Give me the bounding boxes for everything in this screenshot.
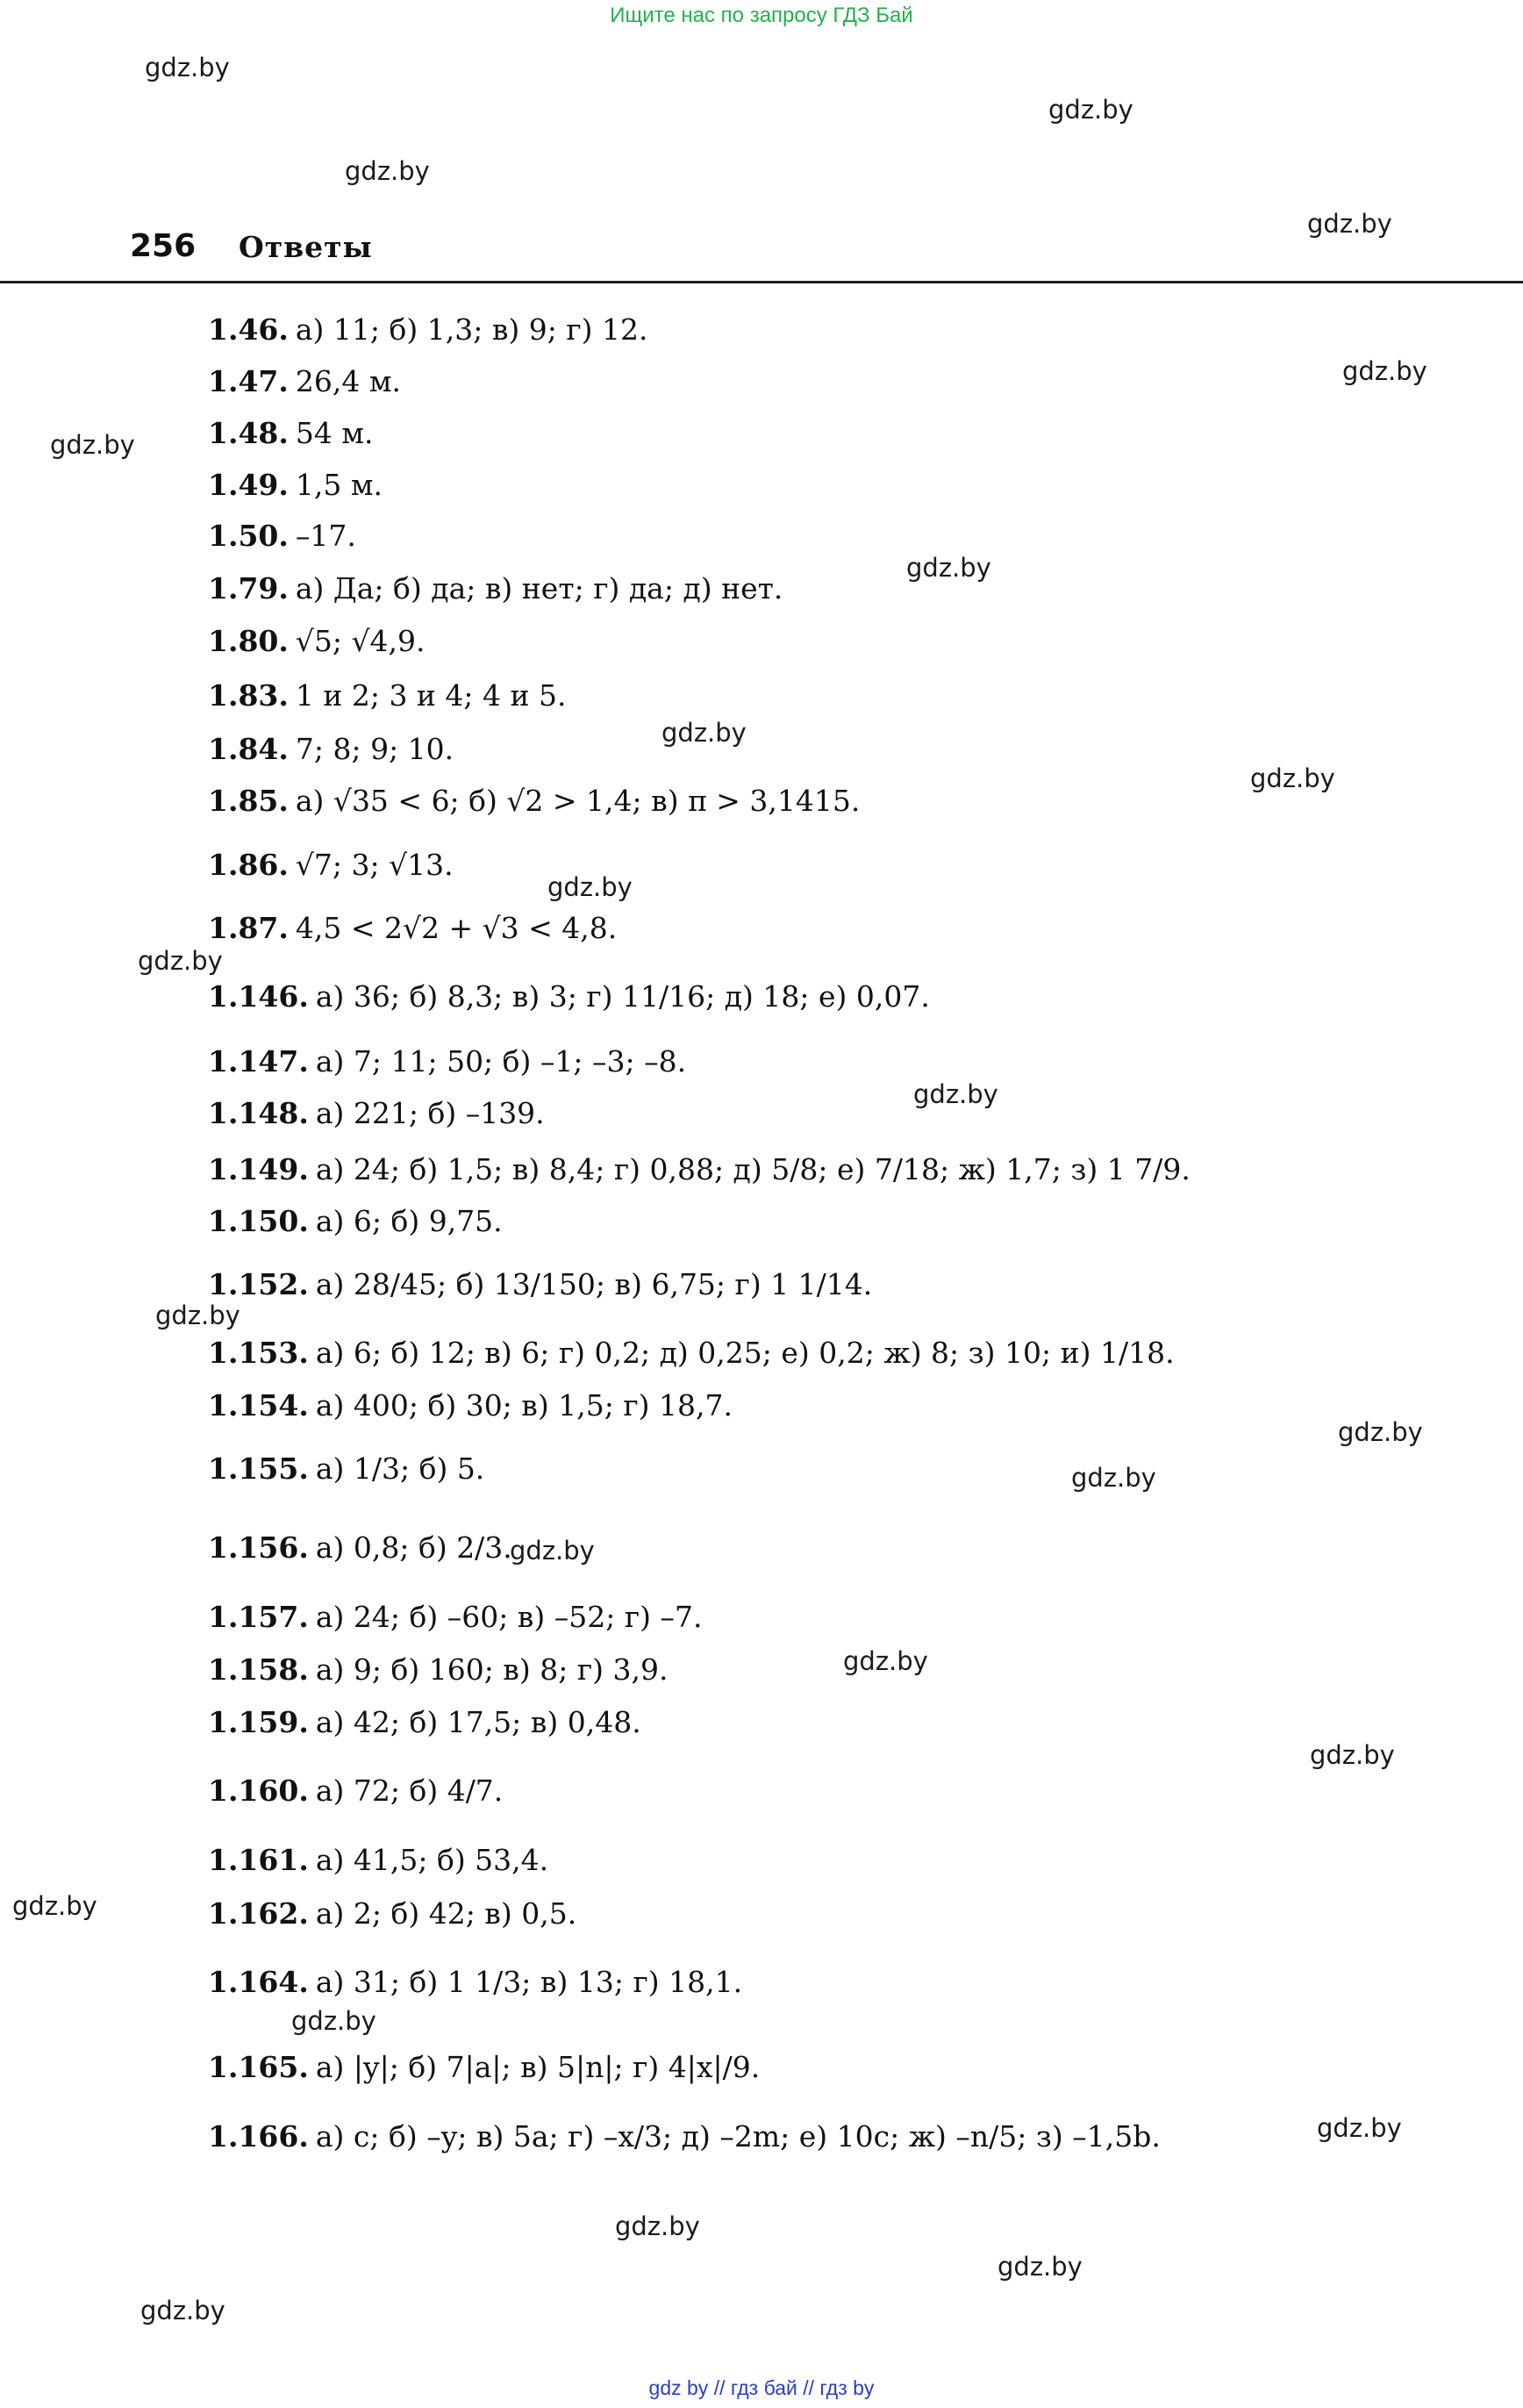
- answer-1-86: [208, 848, 454, 883]
- answer-text: а) 1/3; б) 5.: [315, 1451, 485, 1486]
- answer-number: 1.162.: [208, 1896, 309, 1931]
- watermark: gdz.by: [1250, 763, 1335, 793]
- answer-1-85: [208, 784, 860, 819]
- answer-text: а) 221; б) –139.: [315, 1096, 545, 1130]
- watermark: gdz.by: [906, 553, 991, 583]
- answer-number: 1.157.: [208, 1600, 309, 1634]
- answer-text: а) √35 < 6; б) √2 > 1,4; в) π > 3,1415.: [295, 784, 861, 818]
- answer-1-149: [208, 1152, 1191, 1187]
- answer-text: а) 6; б) 9,75.: [315, 1204, 503, 1238]
- answer-text: 54 м.: [295, 416, 374, 450]
- watermark: gdz.by: [12, 1891, 97, 1921]
- answer-1-84: [208, 732, 454, 767]
- answer-text: а) 24; б) –60; в) –52; г) –7.: [315, 1600, 703, 1634]
- answer-text: √5; √4,9.: [295, 624, 425, 658]
- answer-text: а) 0,8; б) 2/3.: [315, 1530, 512, 1565]
- answer-number: 1.85.: [208, 784, 289, 818]
- watermark: gdz.by: [50, 430, 135, 460]
- top-banner[interactable]: Ищите нас по запросу ГДЗ Бай: [610, 4, 913, 27]
- answer-number: 1.83.: [208, 678, 289, 713]
- answer-number: 1.164.: [208, 1965, 309, 1999]
- answer-number: 1.159.: [208, 1705, 309, 1739]
- answer-text: а) 42; б) 17,5; в) 0,48.: [315, 1705, 641, 1739]
- page-title: Ответы: [239, 230, 373, 264]
- header-rule: [0, 281, 1523, 283]
- watermark: gdz.by: [1317, 2113, 1402, 2143]
- answer-1-148: [208, 1096, 545, 1131]
- answer-1-166: [208, 2119, 1161, 2154]
- answer-1-50: [208, 519, 356, 554]
- answer-text: а) 7; 11; 50; б) –1; –3; –8.: [315, 1044, 687, 1079]
- answer-1-147: [208, 1044, 686, 1079]
- answer-number: 1.165.: [208, 2050, 309, 2084]
- watermark: gdz.by: [843, 1646, 928, 1676]
- answer-text: а) 28/45; б) 13/150; в) 6,75; г) 1 1/14.: [315, 1267, 873, 1301]
- answer-1-47: [208, 364, 401, 399]
- answer-1-80: [208, 624, 425, 659]
- answer-number: 1.155.: [208, 1451, 309, 1486]
- answer-text: а) Да; б) да; в) нет; г) да; д) нет.: [295, 571, 783, 606]
- watermark: gdz.by: [138, 946, 223, 976]
- answer-text: 4,5 < 2√2 + √3 < 4,8.: [295, 911, 618, 945]
- answer-1-153: [208, 1336, 1175, 1371]
- answer-number: 1.158.: [208, 1652, 309, 1687]
- answer-text: √7; 3; √13.: [295, 848, 454, 882]
- answer-number: 1.156.: [208, 1530, 309, 1565]
- answer-text: а) 400; б) 30; в) 1,5; г) 18,7.: [315, 1388, 733, 1423]
- answer-1-160: [208, 1774, 503, 1809]
- answer-1-162: [208, 1896, 576, 1931]
- answer-text: а) 2; б) 42; в) 0,5.: [315, 1896, 577, 1931]
- answer-text: а) 6; б) 12; в) 6; г) 0,2; д) 0,25; е) 0,2; ж) 8; з) 10; и) 1/18.: [315, 1336, 1175, 1370]
- answer-text: а) 9; б) 160; в) 8; г) 3,9.: [315, 1652, 669, 1687]
- watermark: gdz.by: [145, 53, 230, 82]
- footer-links[interactable]: gdz by // гдз бай // гдз by: [648, 2376, 875, 2399]
- answer-number: 1.50.: [208, 519, 289, 553]
- answer-text: а) 11; б) 1,3; в) 9; г) 12.: [295, 312, 648, 347]
- answer-number: 1.48.: [208, 416, 289, 450]
- answer-1-150: [208, 1204, 503, 1239]
- watermark: gdz.by: [155, 1301, 240, 1330]
- answer-number: 1.79.: [208, 571, 289, 606]
- answer-text: 26,4 м.: [295, 364, 401, 398]
- watermark: gdz.by: [1307, 209, 1392, 239]
- watermark: gdz.by: [1048, 95, 1133, 125]
- answer-number: 1.146.: [208, 979, 309, 1014]
- watermark: gdz.by: [547, 872, 633, 902]
- answer-number: 1.47.: [208, 364, 289, 398]
- watermark: gdz.by: [615, 2211, 700, 2241]
- answer-1-152: [208, 1267, 872, 1302]
- answer-1-161: [208, 1843, 548, 1878]
- answer-text: 7; 8; 9; 10.: [295, 732, 454, 766]
- watermark: gdz.by: [661, 718, 747, 748]
- watermark: gdz.by: [291, 2006, 376, 2036]
- answer-number: 1.152.: [208, 1267, 309, 1301]
- answer-text: 1,5 м.: [295, 468, 383, 502]
- answer-number: 1.80.: [208, 624, 289, 658]
- answer-1-83: [208, 678, 566, 713]
- answer-number: 1.154.: [208, 1388, 309, 1423]
- answer-number: 1.149.: [208, 1152, 309, 1186]
- answer-number: 1.46.: [208, 312, 289, 347]
- answer-number: 1.84.: [208, 732, 289, 766]
- answer-number: 1.153.: [208, 1336, 309, 1370]
- answer-1-79: [208, 571, 783, 606]
- answer-text: а) |y|; б) 7|a|; в) 5|n|; г) 4|x|/9.: [315, 2050, 761, 2084]
- answer-number: 1.148.: [208, 1096, 309, 1130]
- answer-1-156: [208, 1530, 512, 1566]
- answer-number: 1.86.: [208, 848, 289, 882]
- answer-number: 1.160.: [208, 1774, 309, 1808]
- answer-text: а) 36; б) 8,3; в) 3; г) 11/16; д) 18; е) 0,07.: [315, 979, 930, 1014]
- answer-text: а) c; б) –y; в) 5a; г) –x/3; д) –2m; е) 10c; ж) –n/5; з) –1,5b.: [315, 2119, 1161, 2154]
- page-number: 256: [130, 228, 197, 264]
- watermark: gdz.by: [1338, 1417, 1423, 1447]
- answer-1-157: [208, 1600, 702, 1635]
- answer-text: 1 и 2; 3 и 4; 4 и 5.: [295, 678, 567, 713]
- answer-text: а) 24; б) 1,5; в) 8,4; г) 0,88; д) 5/8; е) 7/18; ж) 1,7; з) 1 7/9.: [315, 1152, 1191, 1186]
- answer-1-164: [208, 1965, 742, 2000]
- answer-1-48: [208, 416, 374, 451]
- answer-1-154: [208, 1388, 733, 1423]
- answer-number: 1.49.: [208, 468, 289, 502]
- watermark: gdz.by: [913, 1079, 998, 1109]
- answer-text: –17.: [295, 519, 356, 553]
- answer-1-46: [208, 312, 648, 348]
- answer-1-146: [208, 979, 930, 1014]
- watermark: gdz.by: [140, 2296, 225, 2326]
- answer-number: 1.161.: [208, 1843, 309, 1877]
- watermark: gdz.by: [1071, 1463, 1156, 1493]
- watermark: gdz.by: [510, 1536, 595, 1566]
- watermark: gdz.by: [997, 2252, 1083, 2282]
- answer-1-158: [208, 1652, 668, 1688]
- answer-1-49: [208, 468, 383, 503]
- watermark: gdz.by: [1342, 356, 1427, 386]
- watermark: gdz.by: [345, 156, 430, 186]
- answer-text: а) 41,5; б) 53,4.: [315, 1843, 549, 1877]
- watermark: gdz.by: [1310, 1740, 1395, 1770]
- answer-text: а) 72; б) 4/7.: [315, 1774, 504, 1808]
- answer-number: 1.166.: [208, 2119, 309, 2154]
- answer-number: 1.87.: [208, 911, 289, 945]
- answer-1-87: [208, 911, 617, 946]
- answer-number: 1.147.: [208, 1044, 309, 1079]
- answer-1-155: [208, 1451, 484, 1487]
- answer-1-165: [208, 2050, 760, 2085]
- answer-number: 1.150.: [208, 1204, 309, 1238]
- answer-1-159: [208, 1705, 641, 1740]
- answer-text: а) 31; б) 1 1/3; в) 13; г) 18,1.: [315, 1965, 743, 1999]
